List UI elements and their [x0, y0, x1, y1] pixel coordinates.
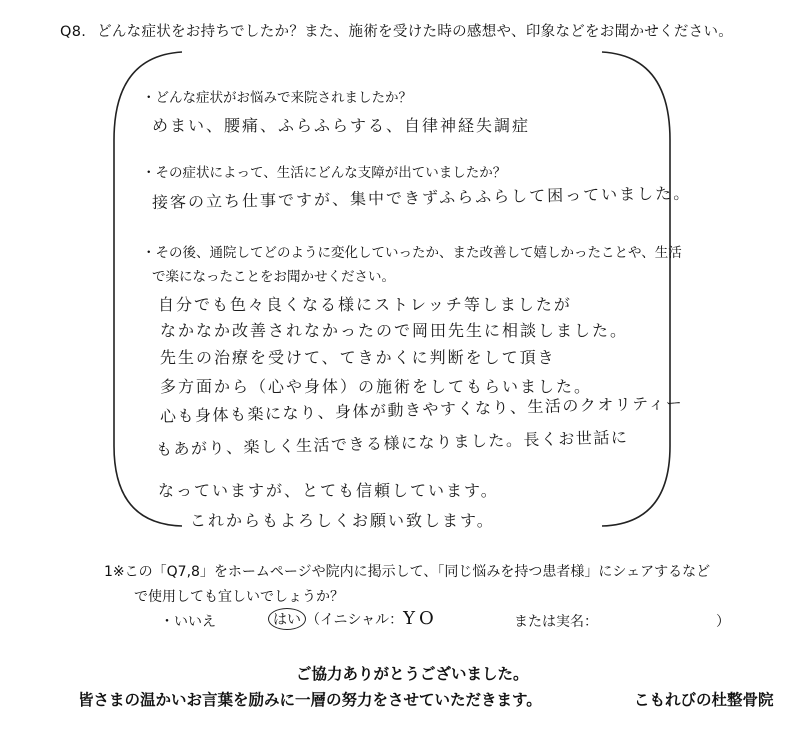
consent-option-yes	[268, 608, 438, 630]
initial-value: YO	[403, 608, 438, 629]
initial-label: （イニシャル：	[306, 612, 404, 628]
consent-option-no: ・いいえ	[160, 614, 216, 630]
answer-line: なっていますが、とても信頼しています。	[158, 481, 499, 500]
yes-circled: はい	[268, 608, 306, 630]
prompt-change-line1: ・その後、通院してどのように変化していったか、また改善して嬉しかったことや、生活	[142, 245, 682, 261]
thanks-line1: ご協力ありがとうございました。	[296, 665, 529, 683]
clinic-name: こもれびの杜整骨院	[634, 691, 774, 709]
prompt-change-line2: で楽になったことをお聞かせください。	[152, 269, 395, 285]
answer-symptoms: めまい、腰痛、ふらふらする、自律神経失調症	[152, 116, 531, 135]
prompt-symptoms: ・どんな症状がお悩みで来院されましたか？	[142, 90, 412, 106]
answer-line: 先生の治療を受けて、てきかくに判断をして頂き	[160, 348, 556, 367]
answer-line: これからもよろしくお願い致します。	[190, 511, 495, 530]
realname-label: または実名：	[514, 614, 598, 630]
answer-line: もあがり、楽しく生活できる様になりました。長くお世話に	[155, 427, 629, 459]
realname-close-paren: ）	[716, 614, 730, 630]
thanks-line2: 皆さまの温かいお言葉を励みに一層の努力をさせていただきます。	[78, 691, 542, 709]
answer-line: 多方面から（心や身体）の施術をしてもらいました。	[160, 377, 593, 396]
answer-line: なかなか改善されなかったので岡田先生に相談しました。	[160, 321, 629, 340]
question-text: どんな症状をお持ちでしたか？また、施術を受けた時の感想や、印象などをお聞かせください。	[97, 24, 734, 40]
prompt-impact: ・その症状によって、生活にどんな支障が出ていましたか？	[142, 165, 507, 181]
question-title	[60, 20, 733, 41]
question-number: Q8.	[60, 24, 87, 40]
answer-line: 心も身体も楽になり、身体が動きやすくなり、生活のクオリティー	[159, 393, 684, 426]
consent-question-line1: 1※この「Q7,8」をホームページや院内に掲示して、「同じ悩みを持つ患者様」にシェアするなど	[104, 564, 711, 580]
answer-impact: 接客の立ち仕事ですが、集中できずふらふらして困っていました。	[151, 183, 692, 212]
consent-question-line2: で使用しても宜しいでしょうか？	[134, 589, 344, 605]
answer-line: 自分でも色々良くなる様にストレッチ等しましたが	[158, 295, 572, 314]
